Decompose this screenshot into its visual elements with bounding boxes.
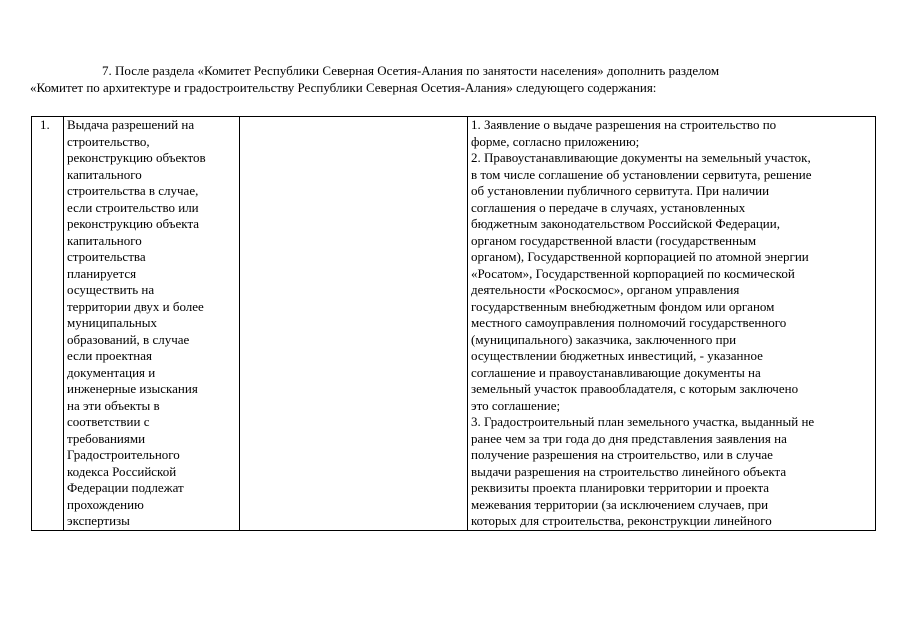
documents-line: органом государственной власти (государственным [471, 232, 757, 248]
service-name-cell [64, 117, 240, 531]
documents-line: форме, согласно приложению; [471, 133, 640, 149]
documents-line: местного самоуправления полномочий государственного [471, 315, 787, 330]
documents-line: бюджетным законодательством Российской Федерации, [471, 216, 780, 231]
service-line: строительства [67, 249, 146, 264]
service-line: территории двух и более [67, 298, 204, 314]
service-line: капитального [67, 232, 142, 248]
service-line: инженерные изыскания [67, 381, 198, 396]
service-line: реконструкцию объекта [67, 216, 200, 231]
documents-cell [468, 117, 876, 531]
service-line: муниципальных [67, 315, 158, 330]
documents-line: «Росатом», Государственной корпорацией по космической [471, 265, 795, 281]
service-line: реконструкцию объектов [67, 150, 206, 165]
service-line: экспертизы [67, 513, 130, 528]
service-line: на эти объекты в [67, 397, 160, 413]
service-line: документация и [67, 364, 156, 380]
documents-line: об установлении публичного сервитута. При наличии [471, 183, 770, 198]
service-line: прохождению [67, 496, 144, 512]
service-line: образований, в случае [67, 331, 190, 347]
documents-line: в том числе соглашение об установлении сервитута, решение [471, 166, 812, 182]
service-line: осуществить на [67, 282, 155, 297]
documents-line: ранее чем за три года до дня представления заявления на [471, 430, 787, 446]
documents-line: которых для строительства, реконструкции линейного [471, 513, 772, 528]
intro-line-2: «Комитет по архитектуре и градостроительству Республики Северная Осетия-Алания» следующего содержания: [30, 80, 657, 95]
documents-line: осуществлении бюджетных инвестиций, - указанное [471, 348, 763, 363]
service-line: соответствии с [67, 414, 150, 429]
documents-line: соглашения о передаче в случаях, установленных [471, 199, 746, 215]
service-line: планируется [67, 265, 137, 281]
services-table [31, 116, 876, 531]
service-line: строительство, [67, 133, 150, 149]
empty-cell [240, 117, 468, 531]
documents-line: соглашение и правоустанавливающие документы на [471, 364, 761, 380]
documents-line: получение разрешения на строительство, или в случае [471, 447, 773, 462]
documents-line: межевания территории (за исключением случаев, при [471, 496, 769, 512]
documents-line: (муниципального) заказчика, заключенного при [471, 331, 737, 347]
intro-paragraph [30, 62, 870, 96]
row-number: 1. [40, 117, 50, 132]
documents-line: это соглашение; [471, 397, 561, 413]
documents-line: реквизиты проекта планировки территории и проекта [471, 480, 770, 495]
documents-line: 2. Правоустанавливающие документы на земельный участок, [471, 150, 811, 165]
service-line: Выдача разрешений на [67, 117, 195, 132]
service-line: если проектная [67, 348, 152, 363]
service-line: строительства в случае, [67, 183, 199, 198]
service-line: Федерации подлежат [67, 480, 184, 495]
service-line: требованиями [67, 430, 146, 446]
service-line: капитального [67, 166, 142, 182]
row-number-cell [32, 117, 64, 531]
service-line: кодекса Российской [67, 463, 177, 479]
service-line: Градостроительного [67, 447, 180, 462]
documents-line: государственным внебюджетным фондом или органом [471, 298, 775, 314]
table-row [32, 117, 876, 531]
documents-line: выдачи разрешения на строительство линейного объекта [471, 463, 787, 479]
documents-line: земельный участок правообладателя, с которым заключено [471, 381, 799, 396]
service-line: если строительство или [67, 199, 199, 215]
documents-line: 1. Заявление о выдаче разрешения на строительство по [471, 117, 777, 132]
documents-line: органом), Государственной корпорацией по атомной энергии [471, 249, 809, 264]
intro-line-1: 7. После раздела «Комитет Республики Северная Осетия-Алания по занятости населения» дополнить разделом [102, 63, 720, 78]
documents-line: 3. Градостроительный план земельного участка, выданный не [471, 414, 815, 429]
documents-line: деятельности «Роскосмос», органом управления [471, 282, 740, 297]
